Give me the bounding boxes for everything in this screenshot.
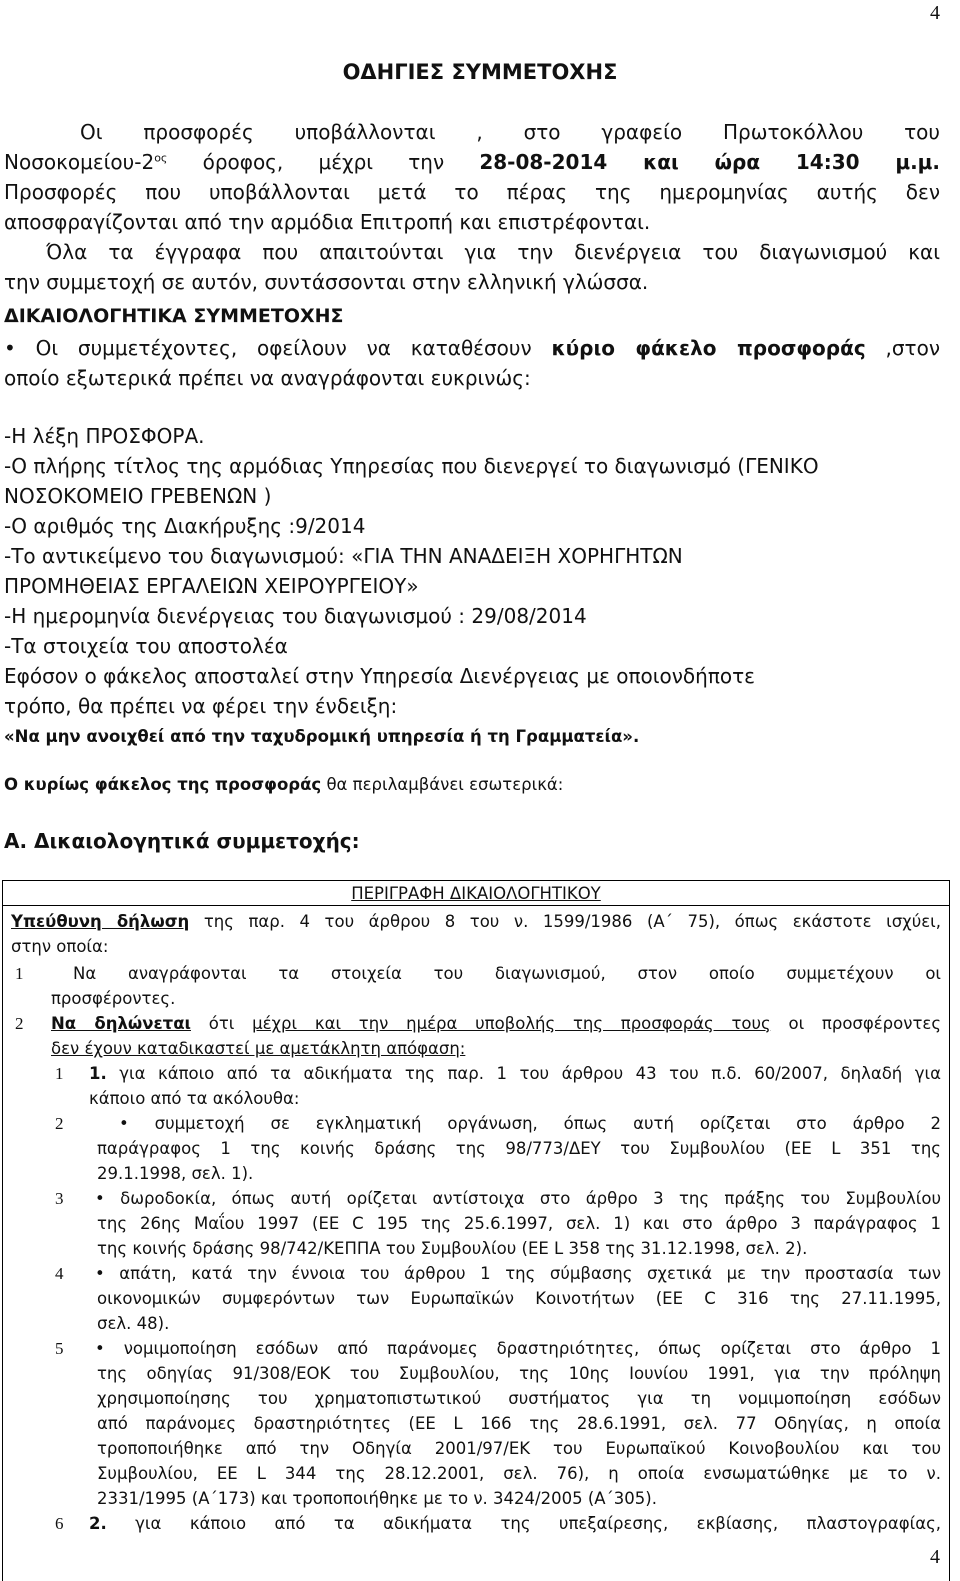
notice-text: «Να μην ανοιχθεί από την ταχυδρομική υπηρεσία ή τη Γραμματεία». [4,727,640,746]
table-header: ΠΕΡΙΓΡΑΦΗ ΔΙΚΑΙΟΛΟΓΗΤΙΚΟΥ [3,881,949,906]
section-heading: ΔΙΚΑΙΟΛΟΓΗΤΙΚΑ ΣΥΜΜΕΤΟΧΗΣ [4,305,344,327]
list-item: Εφόσον ο φάκελος αποσταλεί στην Υπηρεσία Διενέργειας με οποιονδήποτε [4,664,755,688]
intro-line: την συμμετοχή σε αυτόν, συντάσσονται στην ελληνική γλώσσα. [4,270,649,294]
intro-line: αποσφραγίζονται από την αρμόδια Επιτροπή και επιστρέφονται. [4,210,651,234]
intro-line: Νοσοκομείου-$2^{o\varsigma}$ όροφος, μέχρι την 28-08-2014 και ώρα 14:30 μ.μ. [4,150,940,174]
list-item: -Τα στοιχεία του αποστολέα [4,634,288,658]
documents-table: ΠΕΡΙΓΡΑΦΗ ΔΙΚΑΙΟΛΟΓΗΤΙΚΟΥ Υπεύθυνη δήλωση της παρ. 4 του άρθρου 8 του ν. 1599/1986 (Α΄ 75), όπως εκάστοτε ισχύει, στην οποία: 1 Να αναγράφονται τα στοιχεία του διαγωνισμού, στον οποίο συμμετέχουν οι προσφέροντες. 2 Να δηλώνεται ότι μέχρι και την ημέρα υποβολής της προσφοράς τους οι προσφέροντες δεν έχουν καταδικαστεί με αμετάκλητη απόφαση: 1 1. για κάποιο από τα αδικήματα της παρ. 1 του άρθρου 43 του π.δ. 60/2007, δηλαδή για κάποιο από τα ακόλουθα: 2 • συμμετοχή σε εγκληματική οργάνωση, όπως αυτή ορίζεται στο άρθρο 2 παράγραφος 1 της κοινής δράσης της 98/773/ΔΕΥ του Συμβουλίου (ΕΕ L 351 της 29.1.1998, σελ. 1). 3 • δωροδοκία, όπως αυτή ορίζεται αντίστοιχα στο άρθρο 3 της πράξης του Συμβουλίου της 26ης Μαΐου 1997 (ΕΕ C 195 της 25.6.1997, σελ. 1) και στο άρθρο 3 παράγραφος 1 της κοινής δράσης 98/742/ΚΕΠΠΑ του Συμβουλίου (ΕΕ L 358 της 31.12.1998, σελ. 2). 4 • απάτη, κατά την έννοια του άρθρου 1 της σύμβασης σχετικά με την προστασία των οικονομικών συμφερόντων των Ευρωπαϊκών Κοινοτήτων (ΕΕ C 316 της 27.11.1995, σελ. 48). 5 • νομιμοποίηση εσόδων από παράνομες δραστηριότητες, όπως ορίζεται στο άρθρο 1 της οδηγίας 91/308/ΕΟΚ του Συμβουλίου, της 10ης Ιουνίου 1991, για την πρόληψη χρησιμοποίησης του χρηματοπιστωτικού συστήματος για τη νομιμοποίηση εσόδων από παράνομες δραστηριότητες (ΕΕ L 166 της 28.6.1991, σελ. 77 Οδηγίας, η οποία τροποποιήθηκε από την Οδηγία 2001/97/ΕΚ του Ευρωπαϊκού Κοινοβουλίου και του Συμβουλίου, ΕΕ L 344 της 28.12.2001, σελ. 76), η οποία ενσωματώθηκε με το ν. 2331/1995 (Α΄173) και τροποποιήθηκε με το ν. 3424/2005 (Α΄305). 6 2. για κάποιο από τα αδικήματα της υπεξαίρεσης, εκβίασης, πλαστογραφίας, [2,880,950,1581]
list-item: -Η ημερομηνία διενέργειας του διαγωνισμού : 29/08/2014 [4,604,587,628]
list-item: -Ο αριθμός της Διακήρυξης :9/2014 [4,514,366,538]
page-number-bottom: 4 [930,1546,940,1568]
section-a-heading: Α. Δικαιολογητικά συμμετοχής: [4,829,360,853]
bullet-line: • Οι συμμετέχοντες, οφείλουν να καταθέσουν κύριο φάκελο προσφοράς ,στον [4,336,940,360]
superscript: ος [154,151,168,165]
page-number-top: 4 [930,2,940,24]
bullet-bold: κύριο φάκελο προσφοράς [551,336,866,360]
intro-line: Οι προσφορές υποβάλλονται , στο γραφείο Πρωτοκόλλου του [80,120,940,144]
bullet-line: οποίο εξωτερικά πρέπει να αναγράφονται ευκρινώς: [4,366,531,390]
intro-line: Προσφορές που υποβάλλονται μετά το πέρας της ημερομηνίας αυτής δεν [4,180,940,204]
list-item: -Ο πλήρης τίτλος της αρμόδιας Υπηρεσίας που διενεργεί το διαγωνισμό (ΓΕΝΙΚΟ [4,454,819,478]
bullet-paragraph [4,333,940,393]
intro-line: Όλα τα έγγραφα που απαιτούνται για την διενέργεια του διαγωνισμού και [46,240,940,264]
list-item: ΠΡΟΜΗΘΕΙΑΣ ΕΡΓΑΛΕΙΩΝ ΧΕΙΡΟΥΡΓΕΙΟΥ» [4,574,419,598]
page-title: ΟΔΗΓΙΕΣ ΣΥΜΜΕΤΟΧΗΣ [342,60,618,84]
table-row: Υπεύθυνη δήλωση της παρ. 4 του άρθρου 8 του ν. 1599/1986 (Α΄ 75), όπως εκάστοτε ισχύει, στην οποία: [11,912,942,956]
deadline: 28-08-2014 και ώρα 14:30 μ.μ. [479,150,940,174]
list-item: -Η λέξη ΠΡΟΣΦΟΡΑ. [4,424,205,448]
intro-paragraph [4,117,940,297]
list-item: τρόπο, θα πρέπει να φέρει την ένδειξη: [4,694,398,718]
envelope-items [4,421,940,721]
list-item: -Το αντικείμενο του διαγωνισμού: «ΓΙΑ ΤΗΝ ΑΝΑΔΕΙΞΗ ΧΟΡΗΓΗΤΩΝ [4,544,683,568]
list-item: ΝΟΣΟΚΟΜΕΙΟ ΓΡΕΒΕΝΩΝ ) [4,484,272,508]
inner-envelope-line: Ο κυρίως φάκελος της προσφοράς θα περιλαμβάνει εσωτερικά: [4,775,564,794]
